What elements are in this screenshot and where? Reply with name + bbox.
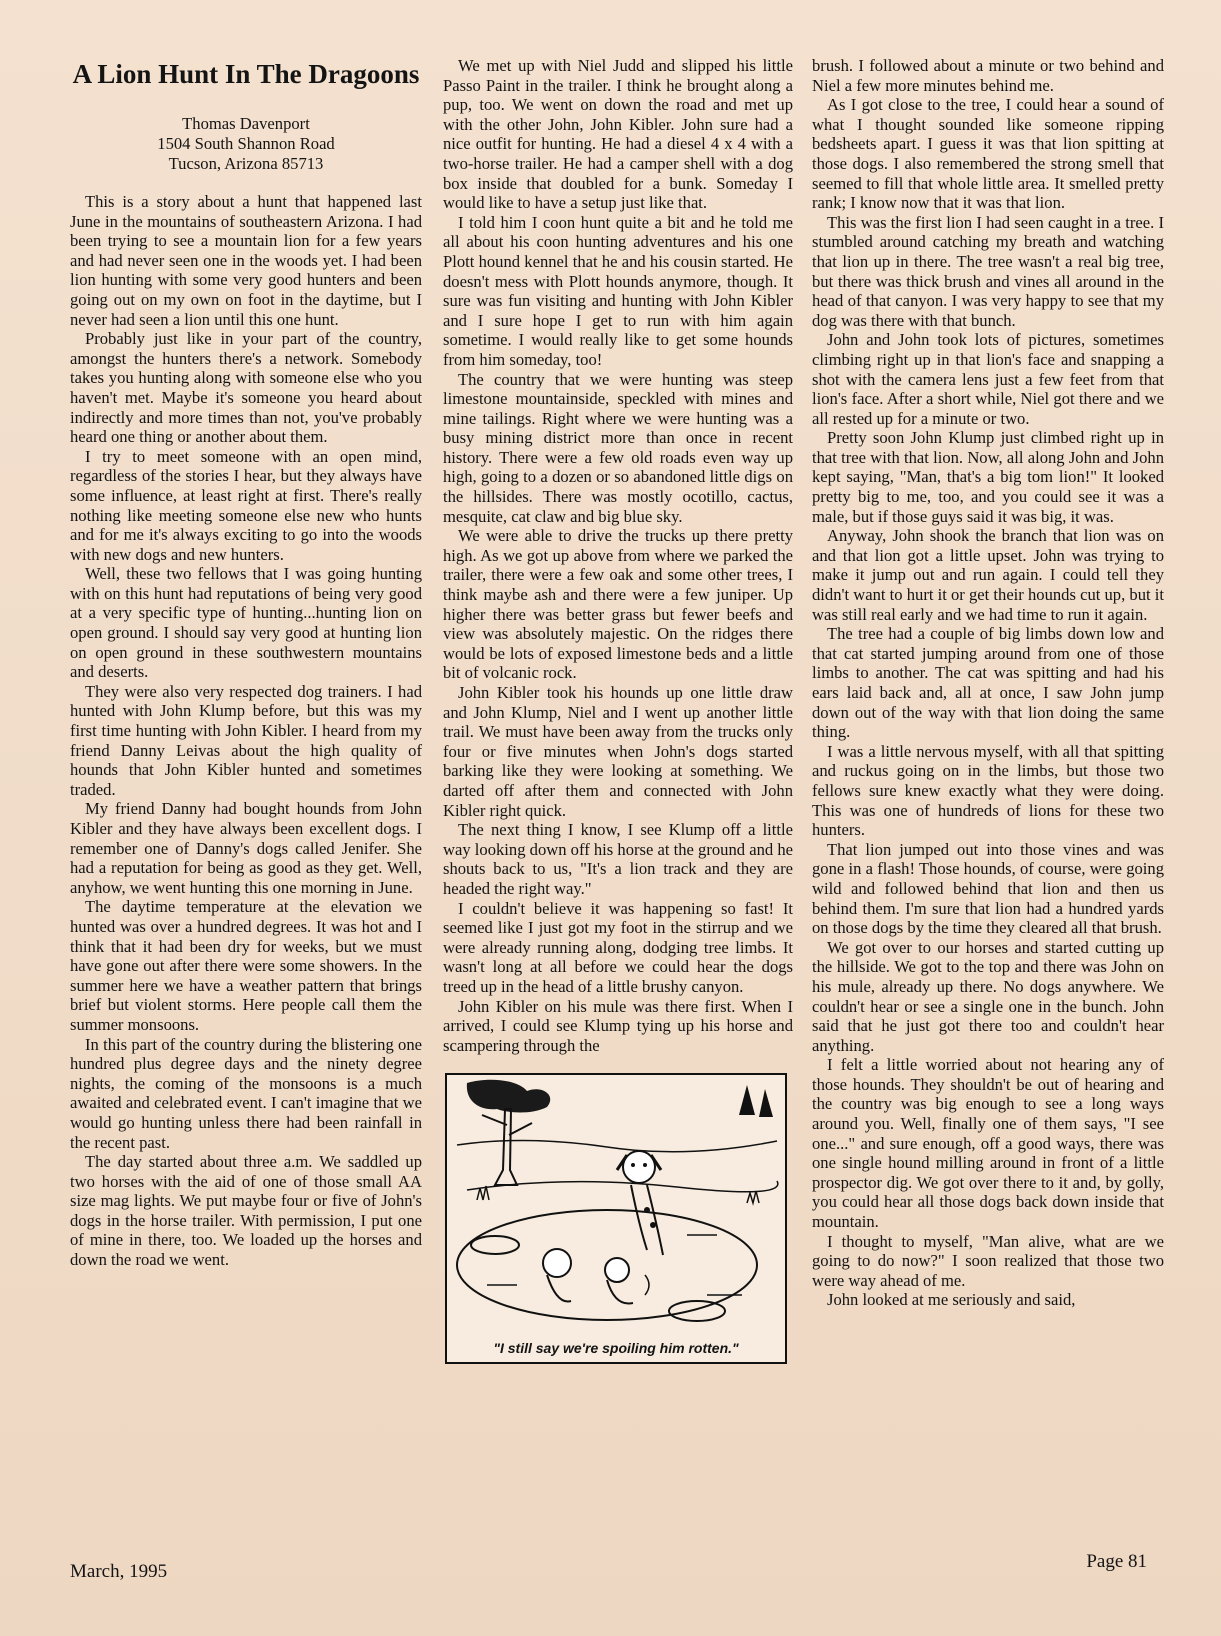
paragraph: We were able to drive the trucks up there pretty high. As we got up above from where we parked the trailer, there were a few oak and some other trees, I think maybe ash and there were a few juniper. Up higher there was better grass but fewer beefs and view was absolutely majestic. On the ridges there would be lots of exposed limestone beds and a little bit of volcanic rock. (443, 526, 793, 683)
paragraph: Probably just like in your part of the country, amongst the hunters there's a network. Somebody takes you hunting along with someone else who you haven't met. Maybe it's someone you heard about indirectly and more times than not, you've probably heard one thing or another about them. (70, 329, 422, 447)
paragraph: The tree had a couple of big limbs down low and that cat started jumping around from one of those limbs to another. The cat was spitting and had his ears laid back and, all at once, I saw John jump down out of the way with that lion doing the same thing. (812, 624, 1164, 742)
issue-date: March, 1995 (70, 1561, 168, 1582)
paragraph: My friend Danny had bought hounds from John Kibler and they have always been excellent dogs. I remember one of Danny's dogs called Jenifer. She had a reputation for being as good as they get. Well, anyhow, we went hunting this one morning in June. (70, 799, 422, 897)
page-number: Page 81 (1086, 1551, 1147, 1572)
paragraph: The next thing I know, I see Klump off a little way looking down off his horse at the ground and he shouts back to us, "It's a lion track and they are headed the right way." (443, 820, 793, 898)
paragraph: Anyway, John shook the branch that lion was on and that lion got a little upset. John was trying to make it jump out and run again. I could tell they didn't want to hurt it or get their hounds cut up, but it was still real early and we had time to run it again. (812, 526, 1164, 624)
paragraph: This was the first lion I had seen caught in a tree. I stumbled around catching my breath and watching that lion up in there. The tree wasn't a real big tree, but there was thick brush and vines all around in the head of that canyon. I was very happy to see that my dog was there with that bunch. (812, 212, 1164, 330)
column-3 (812, 56, 1164, 1310)
paragraph: This is a story about a hunt that happened last June in the mountains of southeastern Arizona. I had been trying to see a mountain lion for a few years and had never seen one in the woods yet. I had been lion hunting with some very good hunters and been going out on my own on foot in the daytime, but I never had seen a lion until this one hunt. (70, 192, 422, 329)
byline (70, 114, 422, 174)
article-title: A Lion Hunt In The Dragoons (72, 59, 420, 89)
cartoon-illustration (445, 1073, 787, 1364)
paragraph: The country that we were hunting was steep limestone mountainside, speckled with mines and mine tailings. Right where we were hunting was a busy mining district more than once in recent history. There were a few old roads even way up high, going to a dozen or so abandoned little digs on the hillsides. There was mostly ocotillo, cactus, mesquite, cat claw and big blue sky. (443, 369, 793, 526)
paragraph: I couldn't believe it was happening so fast! It seemed like I just got my foot in the stirrup and we were already running along, dodging tree limbs. It wasn't long at all before we could hear the dogs treed up in the head of a little brushy canyon. (443, 898, 793, 996)
paragraph: The daytime temperature at the elevation we hunted was over a hundred degrees. It was hot and I think that it had been dry for weeks, but we must have gone out after there were some showers. In the summer here we have a weather pattern that brings brief but violent storms. Here people call them the summer monsoons. (70, 897, 422, 1034)
paragraph: We met up with Niel Judd and slipped his little Passo Paint in the trailer. I think he brought along a pup, too. We went on down the road and met up with the other John, John Kibler. John sure had a nice outfit for hunting. He had a diesel 4 x 4 with a two-horse trailer. He had a camper shell with a dog box inside that doubled for a bunk. Someday I would like to have a setup just like that. (443, 56, 793, 213)
author-address-street: 1504 South Shannon Road (157, 134, 335, 153)
paragraph: I felt a little worried about not hearing any of those hounds. They shouldn't be out of hearing and the country was big enough to see a long ways around you. Well, finally one of them says, "I see one..." and sure enough, off a good ways, there was one single hound milling around in front of a little prospector dig. We got over there to it and, by golly, you could hear all those dogs back down inside that mountain. (812, 1055, 1164, 1232)
paragraph: As I got close to the tree, I could hear a sound of what I thought sounded like someone ripping bedsheets apart. I guess it was that lion spitting at those dogs. I also remembered the strong smell that seemed to fill that whole little area. It smelled pretty rank; I know now that it was that lion. (812, 95, 1164, 213)
author-address-city: Tucson, Arizona 85713 (168, 154, 324, 173)
paragraph: Well, these two fellows that I was going hunting with on this hunt had reputations of being very good at a very specific type of hunting...hunting lion on open ground. I should say very good at hunting lion on open ground in these southwestern mountains and deserts. (70, 564, 422, 682)
paragraph: Pretty soon John Klump just climbed right up in that tree with that lion. Now, all along John and John kept saying, "Man, that's a big tom lion!" It looked pretty big to me, too, and you could see it was a male, but if those guys said it was big, it was. (812, 428, 1164, 526)
column-1 (70, 56, 422, 1270)
paragraph: I told him I coon hunt quite a bit and he told me all about his coon hunting adventures and his one Plott hound kennel that he and his cousin started. He doesn't mess with Plott hounds anymore, though. It sure was fun visiting and hunting with John Kibler and I sure hope I get to run with him again sometime. I would really like to get some hounds from him someday, too! (443, 212, 793, 369)
cartoon-caption: "I still say we're spoiling him rotten." (493, 1339, 739, 1356)
paragraph: I was a little nervous myself, with all that spitting and ruckus going on in the limbs, but those two fellows sure knew exactly what they were doing. This was one of hundreds of lions for these two hunters. (812, 741, 1164, 840)
paragraph: We got over to our horses and started cutting up the hillside. We got to the top and there was John on his mule, already up there. No dogs anywhere. We couldn't hear or see a single one in the bunch. John said that he just got there too and couldn't hear anything. (812, 937, 1164, 1055)
author-name: Thomas Davenport (182, 114, 310, 133)
paragraph: John Kibler took his hounds up one little draw and John Klump, Niel and I went up another little trail. We must have been away from the trucks only four or five minutes when John's dogs started barking like they were looking at something. We darted off after them and connected with John Kibler right quick. (443, 683, 793, 820)
paragraph: John looked at me seriously and said, (827, 1290, 1076, 1310)
column-2 (443, 56, 793, 1364)
cartoon-drawing (447, 1075, 785, 1362)
paragraph: I thought to myself, "Man alive, what are we going to do now?" I soon realized that those two were way ahead of me. (812, 1231, 1164, 1290)
paragraph: They were also very respected dog trainers. I had hunted with John Klump before, but this was my first time hunting with John Kibler. I heard from my friend Danny Leivas about the high quality of hounds that John Kibler hunted and sometimes traded. (70, 681, 422, 799)
paragraph: In this part of the country during the blistering one hundred plus degree days and the ninety degree nights, the coming of the monsoons is a much awaited and celebrated event. I can't imagine that we would go hunting unless there had been rainfall in the recent past. (70, 1034, 422, 1152)
paragraph: I try to meet someone with an open mind, regardless of the stories I hear, but they always have some influence, at least right at first. There's really nothing like meeting someone else new who hunts and for me it's always exciting to go into the woods with new dogs and new hunters. (70, 446, 422, 564)
paragraph-continued: brush. I followed about a minute or two behind and Niel a few more minutes behind me. (812, 56, 1164, 95)
paragraph: That lion jumped out into those vines and was gone in a flash! Those hounds, of course, were going wild and followed behind that lion and then us behind them. I'm sure that lion had a hundred yards on those dogs by the time they cleared all that brush. (812, 839, 1164, 938)
paragraph: John Kibler on his mule was there first. When I arrived, I could see Klump tying up his horse and scampering through the (443, 996, 793, 1055)
paragraph: The day started about three a.m. We saddled up two horses with the aid of one of those small AA size mag lights. We put maybe four or five of John's dogs in the horse trailer. With permission, I put one of mine in there, too. We loaded up the horses and down the road we went. (70, 1152, 422, 1270)
paragraph: John and John took lots of pictures, sometimes climbing right up in that lion's face and snapping a shot with the camera lens just a few feet from that lion's face. After a short while, Niel got there and we all rested up for a minute or two. (812, 330, 1164, 428)
